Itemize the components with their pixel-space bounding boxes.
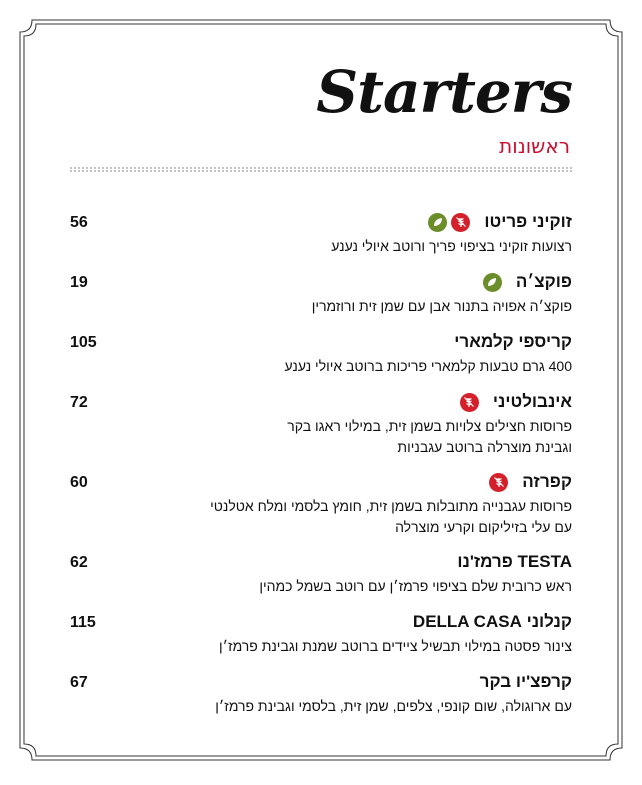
menu-item-description — [215, 696, 572, 717]
menu-item-name: TESTA פרמז'נו — [457, 552, 572, 571]
gluten-icon — [489, 473, 508, 492]
menu-item-price: 62 — [70, 554, 88, 571]
page-subtitle: ראשונות — [499, 134, 570, 158]
menu-item — [70, 392, 572, 455]
dotted-divider — [70, 167, 572, 173]
description-line: 400 גרם טבעות קלמארי פריכות ברוטב איולי נענע — [284, 358, 572, 374]
description-line: פוקצ׳ה אפויה בתנור אבן עם שמן זית ורוזמרין — [311, 298, 572, 314]
menu-item — [70, 472, 572, 535]
description-line: עם עלי בזיליקום וקרעי מוצרלה — [395, 519, 572, 535]
menu-item-description — [312, 296, 572, 317]
description-line: פרוסות חצילים צלויות בשמן זית, במילוי ראגו בקר — [287, 418, 572, 434]
description-line: פרוסות עגבנייה מתובלות בשמן זית, חומץ בלסמי ומלח אטלנטי — [210, 498, 572, 514]
menu-item — [70, 672, 572, 732]
menu-item-header — [457, 552, 572, 572]
menu-item-name: פוקצ׳ה — [515, 272, 572, 291]
menu-item-description — [287, 416, 572, 458]
menu-item-price: 72 — [70, 394, 88, 411]
menu-item-price: 60 — [70, 474, 88, 491]
menu-item-price: 115 — [70, 614, 96, 631]
description-line: צינור פסטה במילוי תבשיל ציידים ברוטב שמנת וגבינת פרמז׳ן — [219, 638, 572, 654]
page-title: Starters — [316, 58, 572, 126]
description-line: רצועות זוקיני בציפוי פריך ורוטב איולי נענע — [331, 238, 572, 254]
menu-item-description — [210, 496, 572, 538]
gluten-icon — [451, 213, 470, 232]
menu-item-name: קרפצ'יו בקר — [479, 672, 572, 691]
dietary-icons — [428, 213, 470, 232]
menu-item-price: 105 — [70, 334, 97, 351]
menu-item-header — [454, 332, 572, 352]
vegan-icon — [428, 213, 447, 232]
menu-item — [70, 332, 572, 392]
menu-item-price: 19 — [70, 274, 88, 291]
menu-item-price: 67 — [70, 674, 88, 691]
gluten-icon — [460, 393, 479, 412]
menu-item-header — [483, 272, 572, 292]
menu-item — [70, 212, 572, 272]
menu-item-name: אינבולטיני — [492, 392, 572, 411]
menu-item-description — [259, 576, 572, 597]
menu-item-name: קנלוני DELLA CASA — [412, 612, 572, 631]
description-line: עם ארוגולה, שום קונפי, צלפים, שמן זית, בלסמי וגבינת פרמז׳ן — [215, 698, 572, 714]
menu-item-description — [331, 236, 572, 257]
menu-item — [70, 272, 572, 332]
menu-item-name: קפרזה — [522, 472, 572, 491]
menu-item-header — [428, 212, 572, 232]
dietary-icons — [483, 273, 502, 292]
description-line: ראש כרובית שלם בציפוי פרמז׳ן עם רוטב בשמל כמהין — [259, 578, 572, 594]
dietary-icons — [460, 393, 479, 412]
menu-item-header — [460, 392, 572, 412]
dietary-icons — [489, 473, 508, 492]
menu-item — [70, 552, 572, 612]
vegan-icon — [483, 273, 502, 292]
menu-item-description — [219, 636, 572, 657]
menu-item-price: 56 — [70, 214, 88, 231]
description-line: וגבינת מוצרלה ברוטב עגבניות — [397, 439, 572, 455]
menu-item-header — [489, 472, 572, 492]
menu-item-name: זוקיני פריטו — [484, 212, 572, 231]
menu-item — [70, 612, 572, 672]
menu-item-description — [285, 356, 572, 377]
menu-item-header — [413, 612, 572, 632]
menu-item-name: קריספי קלמארי — [454, 332, 572, 351]
menu-item-header — [480, 672, 572, 692]
